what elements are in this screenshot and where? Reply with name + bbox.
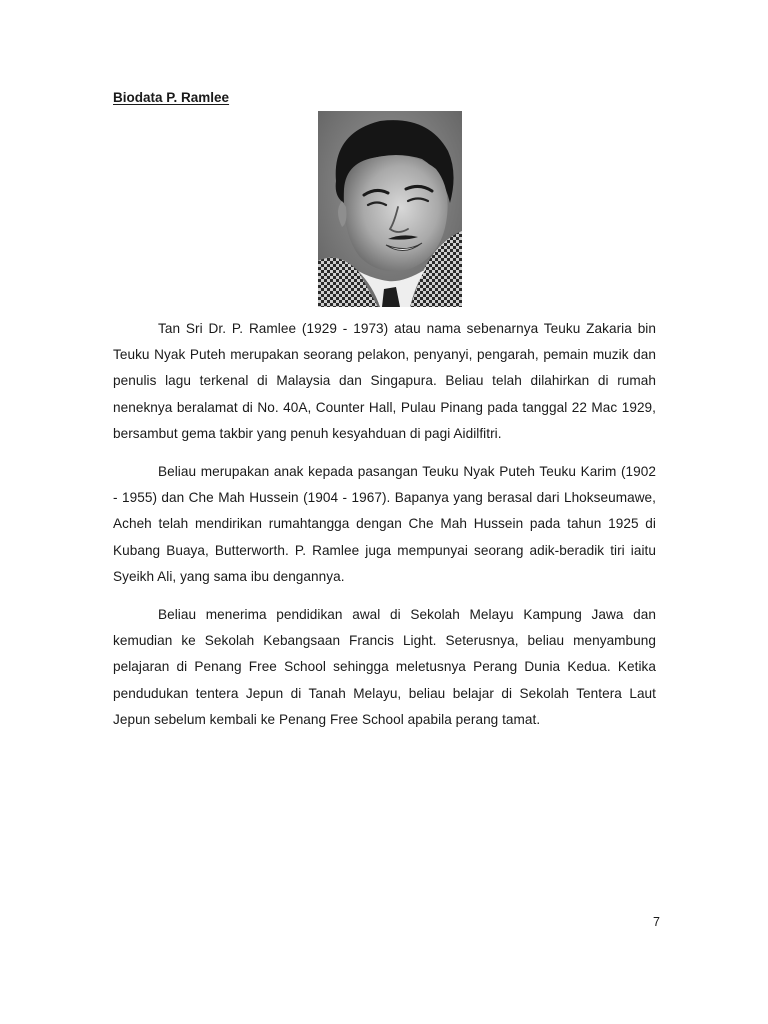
paragraph-2: Beliau merupakan anak kepada pasangan Teuku Nyak Puteh Teuku Karim (1902 - 1955) dan Che Mah Hussein (1904 - 1967). Bapanya yang berasal dari Lhokseumawe, Acheh telah mendirikan rumahtangga dengan Che Mah Hussein pada tahun 1925 di Kubang Buaya, Butterworth. P. Ramlee juga mempunyai seorang adik-beradik tiri iaitu Syeikh Ali, yang sama ibu dengannya. xyxy=(113,464,656,584)
paragraph-1: Tan Sri Dr. P. Ramlee (1929 - 1973) atau nama sebenarnya Teuku Zakaria bin Teuku Nyak Puteh merupakan seorang pelakon, penyanyi, pengarah, pemain muzik dan penulis lagu terkenal di Malaysia dan Singapura. Beliau telah dilahirkan di rumah neneknya beralamat di No. 40A, Counter Hall, Pulau Pinang pada tanggal 22 Mac 1929, bersambut gema takbir yang penuh kesyahduan di pagi Aidilfitri. xyxy=(113,321,656,441)
biography-body xyxy=(113,316,656,745)
page-number: 7 xyxy=(653,915,660,929)
portrait-photo xyxy=(318,111,462,307)
paragraph-3: Beliau menerima pendidikan awal di Sekolah Melayu Kampung Jawa dan kemudian ke Sekolah Kebangsaan Francis Light. Seterusnya, beliau menyambung pelajaran di Penang Free School sehingga meletusnya Perang Dunia Kedua. Ketika pendudukan tentera Jepun di Tanah Melayu, beliau belajar di Sekolah Tentera Laut Jepun sebelum kembali ke Penang Free School apabila perang tamat. xyxy=(113,607,656,727)
portrait-photo-illustration xyxy=(318,111,462,307)
page-title: Biodata P. Ramlee xyxy=(113,90,230,105)
